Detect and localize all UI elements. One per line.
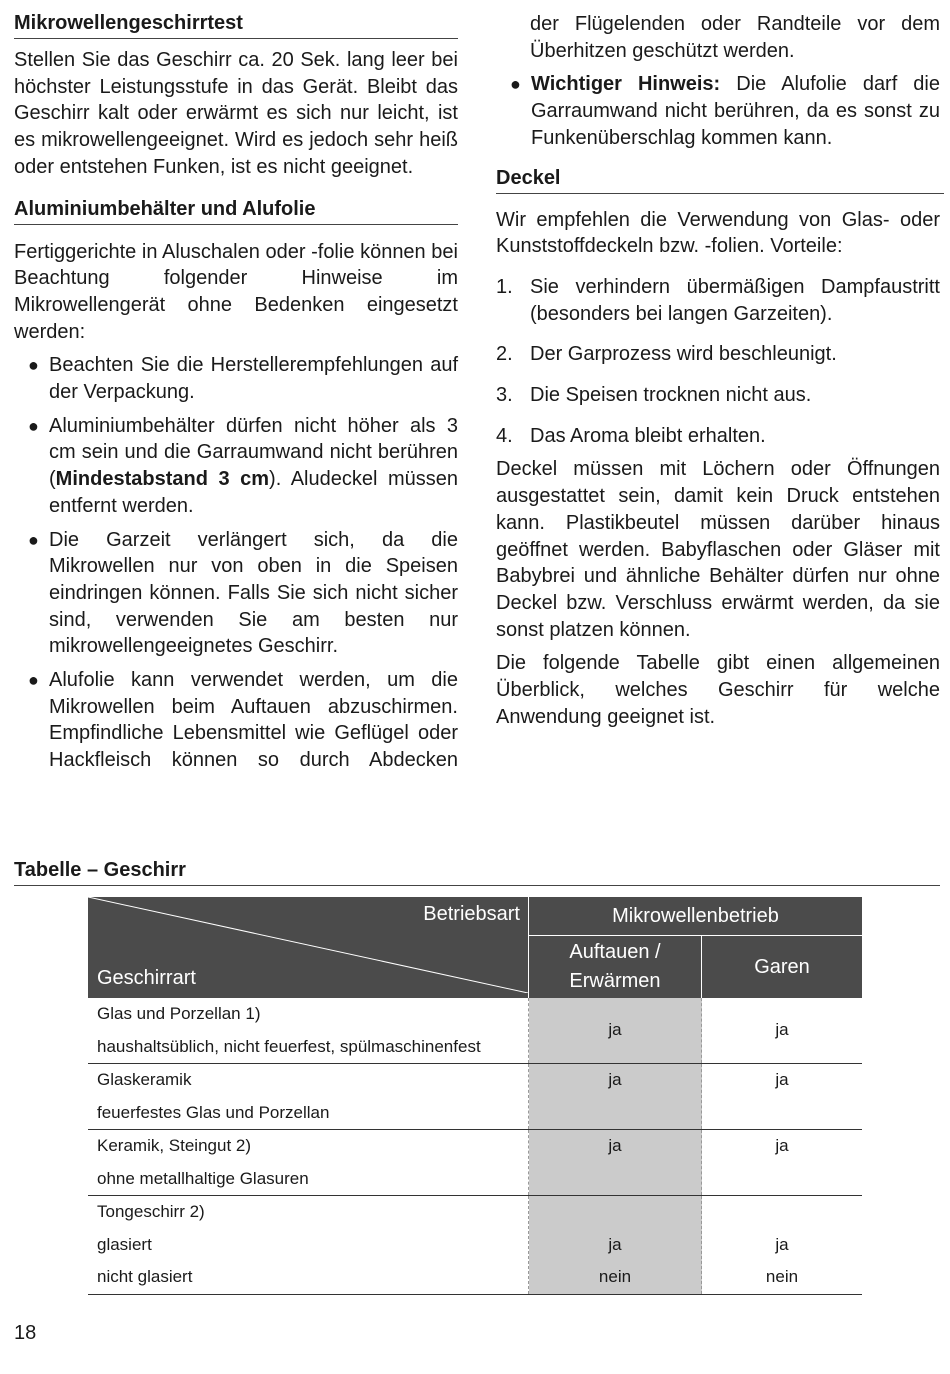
table-row xyxy=(88,1196,862,1295)
cell-garen: ja xyxy=(702,1064,863,1130)
cell-garen: ja xyxy=(702,1130,863,1196)
paragraph-deckel-details: Deckel müssen mit Löchern oder Öffnungen ausgestattet sein, damit kein Druck entstehen kann. Plastikbeutel müssen darüber hinaus geöffnet werden. Babyflaschen oder Gläser mit Babybrei und ähnliche Behälter dürfen nur ohne Deckel bzw. Verschluss erwärmt werden, da sie sonst platzen können. xyxy=(496,458,940,641)
page-number: 18 xyxy=(14,1322,37,1344)
cell-auftauen: ja xyxy=(529,998,702,1064)
deckel-advantages-list xyxy=(496,274,940,450)
paragraph-geschirrtest: Stellen Sie das Geschirr ca. 20 Sek. lang leer bei höchster Leistungsstufe in das Gerät. Bleibt das Geschirr kalt oder erwärmt es sich nur leicht, ist es mikrowellengeeignet. Wird es jedoch sehr heiß oder entstehen Funken, ist es nicht geeignet. xyxy=(14,49,458,178)
bold-mindestabstand: Mindestabstand 3 cm xyxy=(55,468,270,491)
alu-bullet-continuation xyxy=(496,11,940,152)
heading-mikrowellengeschirrtest: Mikrowellengeschirrtest xyxy=(14,11,458,39)
heading-aluminiumbehaelter: Aluminiumbehälter und Alufolie xyxy=(14,197,458,225)
bullet-icon: ● xyxy=(28,529,39,550)
right-column xyxy=(496,0,940,730)
bullet-icon: ● xyxy=(28,415,39,436)
list-item: ● Wichtiger Hinweis: Die Alufolie darf die Garraumwand nicht berühren, da es sonst zu Funkenüberschlag kommen kann. xyxy=(510,73,940,149)
header-garen: Garen xyxy=(702,936,863,999)
bullet-icon: ● xyxy=(28,670,39,691)
paragraph-deckel-intro: Wir empfehlen die Verwendung von Glas- oder Kunststoffdeckeln bzw. -folien. Vorteile: xyxy=(496,208,940,258)
list-item: ● Alufolie kann verwendet werden, um die Mikrowellen beim Auftauen abzuschirmen. Empfindliche Lebensmittel wie Geflügel oder Hackfleisch können so durch Abdecken xyxy=(28,669,458,772)
list-item: 1. Sie verhindern übermäßigen Dampfaustritt (besonders bei langen Garzeiten). xyxy=(496,275,940,325)
paragraph-alu-intro: Fertiggerichte in Aluschalen oder -folie können bei Beachtung folgender Hinweise im Mikrowellengerät ohne Bedenken eingesetzt werden: xyxy=(14,240,458,343)
bullet-icon: ● xyxy=(510,74,521,95)
row-label: Glaskeramik feuerfestes Glas und Porzellan xyxy=(88,1064,529,1130)
header-geschirrart: Geschirrart xyxy=(97,967,196,989)
table-corner-header xyxy=(88,897,529,998)
list-item: 4. Das Aroma bleibt erhalten. xyxy=(496,424,766,447)
alu-bullet-list xyxy=(14,352,458,774)
table-row xyxy=(88,1064,862,1130)
table-heading: Tabelle – Geschirr xyxy=(14,858,940,886)
bullet-icon: ● xyxy=(28,355,39,376)
table-row xyxy=(88,1130,862,1196)
list-item: ● Beachten Sie die Herstellerempfehlungen auf der Verpackung. xyxy=(28,354,458,404)
left-column xyxy=(14,0,458,774)
cell-auftauen: ja xyxy=(529,1130,702,1196)
paragraph-table-intro: Die folgende Tabelle gibt einen allgemeinen Überblick, welches Geschirr für welche Anwendung geeignet ist. xyxy=(496,652,940,728)
row-label: Glas und Porzellan 1) haushaltsüblich, nicht feuerfest, spülmaschinenfest xyxy=(88,998,529,1064)
cell-garen: ja xyxy=(702,998,863,1064)
header-auftauen-erwaermen: Auftauen / Erwärmen xyxy=(529,936,702,999)
heading-deckel: Deckel xyxy=(496,166,944,194)
header-betriebsart: Betriebsart xyxy=(423,903,520,925)
list-item: 2. Der Garprozess wird beschleunigt. xyxy=(496,343,837,366)
list-item-continuation: der Flügelenden oder Randteile vor dem Überhitzen geschützt werden. xyxy=(530,13,940,62)
bold-wichtiger-hinweis: Wichtiger Hinweis: xyxy=(531,73,721,96)
list-item: 3. Die Speisen trocknen nicht aus. xyxy=(496,384,812,407)
table-row xyxy=(88,998,862,1064)
list-item: ● Aluminiumbehälter dürfen nicht höher als 3 cm sein und die Garraumwand nicht berühren (Mindestabstand 3 cm). Aludeckel müssen entfernt werden. xyxy=(28,414,458,517)
cell-auftauen: ja xyxy=(529,1064,702,1130)
cell-garen: ja nein xyxy=(702,1196,863,1295)
row-label: Tongeschirr 2) glasiert nicht glasiert xyxy=(88,1196,529,1295)
row-label: Keramik, Steingut 2) ohne metallhaltige Glasuren xyxy=(88,1130,529,1196)
header-mikrowellenbetrieb: Mikrowellenbetrieb xyxy=(529,897,863,936)
list-item: ● Die Garzeit verlängert sich, da die Mikrowellen nur von oben in die Speisen eindringen können. Falls Sie sich nicht sicher sind, verwenden Sie am besten nur mikrowellengeeignetes Geschirr. xyxy=(28,528,458,658)
cell-auftauen: ja nein xyxy=(529,1196,702,1295)
geschirr-table xyxy=(88,897,862,1295)
